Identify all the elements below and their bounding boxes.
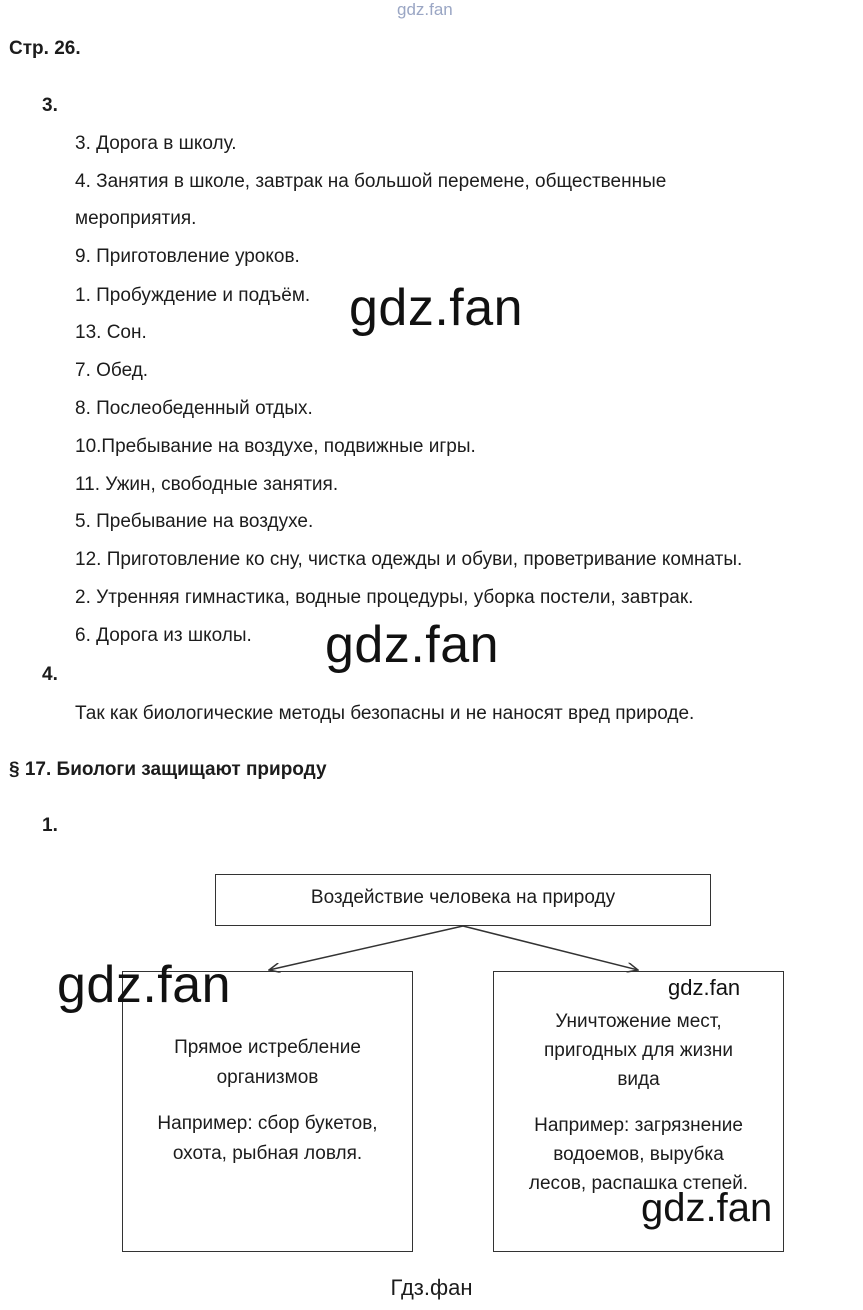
diagram-left-example1: Например: сбор букетов, — [157, 1113, 378, 1134]
footer-caption: Гдз.фан — [390, 1275, 473, 1300]
page-heading: Стр. 26. — [9, 38, 81, 59]
diagram-right-line1: Уничтожение мест, — [555, 1011, 722, 1032]
diagram-right-example3: лесов, распашка степей. — [528, 1173, 749, 1194]
list-item: 8. Послеобеденный отдых. — [75, 398, 313, 419]
task-1-number: 1. — [42, 815, 58, 836]
list-item: 2. Утренняя гимнастика, водные процедуры, уборка постели, завтрак. — [75, 587, 694, 608]
arrow-to-right-box — [463, 926, 638, 970]
list-item: 6. Дорога из школы. — [75, 625, 252, 646]
list-item: 1. Пробуждение и подъём. — [75, 285, 311, 306]
list-item: 12. Приготовление ко сну, чистка одежды и обуви, проветривание комнаты. — [75, 549, 743, 570]
diagram-left-line2: организмов — [216, 1067, 319, 1088]
list-item: 5. Пребывание на воздухе. — [75, 511, 314, 532]
task-4-number: 4. — [42, 664, 58, 685]
watermark-top: gdz.fan — [397, 0, 453, 19]
watermark-big: gdz.fan — [349, 279, 524, 337]
list-item: 4. Занятия в школе, завтрак на большой перемене, общественные — [75, 171, 667, 192]
diagram-right-example1: Например: загрязнение — [534, 1115, 743, 1136]
diagram-right-example2: водоемов, вырубка — [553, 1144, 724, 1165]
list-item: мероприятия. — [75, 208, 197, 229]
list-item: 10.Пребывание на воздухе, подвижные игры. — [75, 436, 476, 457]
diagram-root-label: Воздействие человека на природу — [310, 887, 616, 908]
task-3-number: 3. — [42, 95, 58, 116]
list-item: 3. Дорога в школу. — [75, 133, 237, 154]
diagram-left-example2: охота, рыбная ловля. — [172, 1143, 363, 1164]
diagram-right-line2: пригодных для жизни — [543, 1040, 734, 1061]
list-item: 7. Обед. — [75, 360, 149, 381]
list-item: 11. Ужин, свободные занятия. — [75, 474, 339, 495]
watermark-medium: gdz.fan — [641, 1186, 773, 1230]
watermark-big: gdz.fan — [325, 616, 500, 674]
task-4-answer: Так как биологические методы безопасны и не наносят вред природе. — [75, 703, 695, 724]
list-item: 13. Сон. — [75, 322, 147, 343]
arrow-to-left-box — [269, 926, 463, 970]
diagram-left-line1: Прямое истребление — [174, 1037, 361, 1058]
watermark-big: gdz.fan — [57, 956, 232, 1014]
diagram-right-line3: вида — [617, 1069, 660, 1090]
list-item: 9. Приготовление уроков. — [75, 246, 300, 267]
watermark-small: gdz.fan — [668, 975, 741, 1000]
section-title: § 17. Биологи защищают природу — [9, 759, 327, 780]
